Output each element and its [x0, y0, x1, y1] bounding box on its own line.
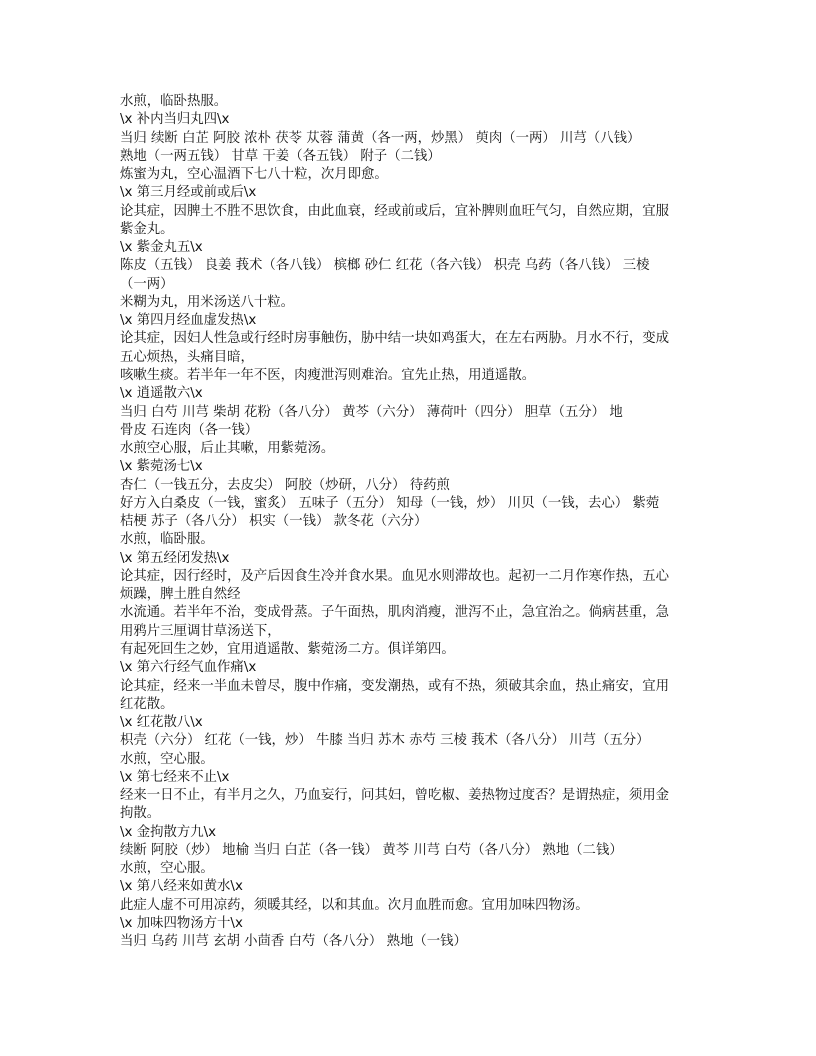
- text-line: 论其症，因脾土不胜不思饮食，由此血衰，经或前或后，宜补脾则血旺气匀，自然应期，宜服: [120, 203, 670, 219]
- text-line: 枳壳（六分） 红花（一钱，炒） 牛膝 当归 苏木 赤芍 三棱 莪术（各八分） 川芎（五分）: [120, 733, 650, 749]
- text-line: 陈皮（五钱） 良姜 莪术（各八钱） 槟榔 砂仁 红花（各六钱） 枳壳 乌药（各八钱） 三棱: [120, 258, 650, 274]
- section-heading: \x 紫菀汤七\x: [120, 459, 203, 475]
- text-line: 五心烦热，头痛目暗，: [120, 349, 254, 365]
- text-line: 紫金丸。: [120, 221, 174, 237]
- document-page: [120, 93, 720, 951]
- section-heading: \x 红花散八\x: [120, 715, 203, 731]
- text-line: 水煎，空心服。: [120, 751, 214, 767]
- text-line: 好方入白桑皮（一钱，蜜炙） 五味子（五分） 知母（一钱，炒） 川贝（一钱，去心） 紫菀: [120, 495, 660, 511]
- section-heading: \x 金拘散方九\x: [120, 824, 217, 840]
- text-line: 水煎空心服，后止其嗽，用紫菀汤。: [120, 441, 335, 457]
- section-heading: \x 补内当归丸四\x: [120, 112, 230, 128]
- section-heading: \x 第七经来不止\x: [120, 769, 230, 785]
- section-heading: \x 第六行经气血作痛\x: [120, 660, 257, 676]
- text-line: 水流通。若半年不治，变成骨蒸。子午面热，肌肉消瘦，泄泻不止，急宜治之。倘病甚重，急: [120, 605, 670, 621]
- section-heading: \x 第三月经或前或后\x: [120, 185, 257, 201]
- text-line: 米糊为丸，用米汤送八十粒。: [120, 294, 295, 310]
- text-line: 当归 白芍 川芎 柴胡 花粉（各八分） 黄芩（六分） 薄荷叶（四分） 胆草（五分） 地: [120, 404, 623, 420]
- section-heading: \x 第八经来如黄水\x: [120, 879, 243, 895]
- section-heading: \x 加味四物汤方十\x: [120, 915, 243, 931]
- section-heading: \x 第五经闭发热\x: [120, 550, 230, 566]
- text-line: 论其症，因行经时，及产后因食生冷并食水果。血见水则滞故也。起初一二月作寒作热，五心: [120, 568, 670, 584]
- section-heading: \x 逍遥散六\x: [120, 386, 203, 402]
- text-line: 红花散。: [120, 696, 174, 712]
- section-heading: \x 紫金丸五\x: [120, 240, 203, 256]
- text-line: 烦躁，脾土胜自然经: [120, 587, 241, 603]
- text-line: 骨皮 石连肉（各一钱）: [120, 422, 259, 438]
- text-line: 杏仁（一钱五分，去皮尖） 阿胶（炒研，八分） 待药煎: [120, 477, 450, 493]
- text-line: 当归 乌药 川芎 玄胡 小茴香 白芍（各八分） 熟地（一钱）: [120, 934, 467, 950]
- text-line: 续断 阿胶（炒） 地榆 当归 白芷（各一钱） 黄芩 川芎 白芍（各八分） 熟地（二钱）: [120, 842, 623, 858]
- text-line: 此症人虚不可用凉药，须暖其经，以和其血。次月血胜而愈。宜用加味四物汤。: [120, 897, 589, 913]
- text-line: 熟地（一两五钱） 甘草 干姜（各五钱） 附子（二钱）: [120, 148, 441, 164]
- text-line: 经来一日不止，有半月之久，乃血妄行，问其妇，曾吃椒、姜热物过度否？是谓热症，须用金: [120, 788, 670, 804]
- text-line: 水煎，临卧服。: [120, 532, 214, 548]
- text-line: 论其症，因妇人性急或行经时房事触伤，胁中结一块如鸡蛋大，在左右两胁。月水不行，变成: [120, 331, 670, 347]
- text-line: 当归 续断 白芷 阿胶 浓朴 茯苓 苁蓉 蒲黄（各一两，炒黑） 萸肉（一两） 川芎（八钱）: [120, 130, 641, 146]
- text-line: 拘散。: [120, 806, 161, 822]
- text-line: 水煎，空心服。: [120, 861, 214, 877]
- section-heading: \x 第四月经血虚发热\x: [120, 313, 257, 329]
- text-line: 论其症，经来一半血未曾尽，腹中作痛，变发潮热，或有不热，须破其余血，热止痛安，宜用: [120, 678, 670, 694]
- text-line: 炼蜜为丸，空心温酒下七八十粒，次月即愈。: [120, 167, 388, 183]
- text-line: 有起死回生之妙，宜用逍遥散、紫菀汤二方。俱详第四。: [120, 641, 455, 657]
- text-line: （一两）: [120, 276, 174, 292]
- text-line: 桔梗 苏子（各八分） 枳实（一钱） 款冬花（六分）: [120, 514, 428, 530]
- text-line: 咳嗽生痰。若半年一年不医，肉瘦泄泻则难治。宜先止热，用逍遥散。: [120, 367, 536, 383]
- text-line: 水煎，临卧热服。: [120, 94, 228, 109]
- text-line: 用鸦片三厘调甘草汤送下，: [120, 623, 281, 639]
